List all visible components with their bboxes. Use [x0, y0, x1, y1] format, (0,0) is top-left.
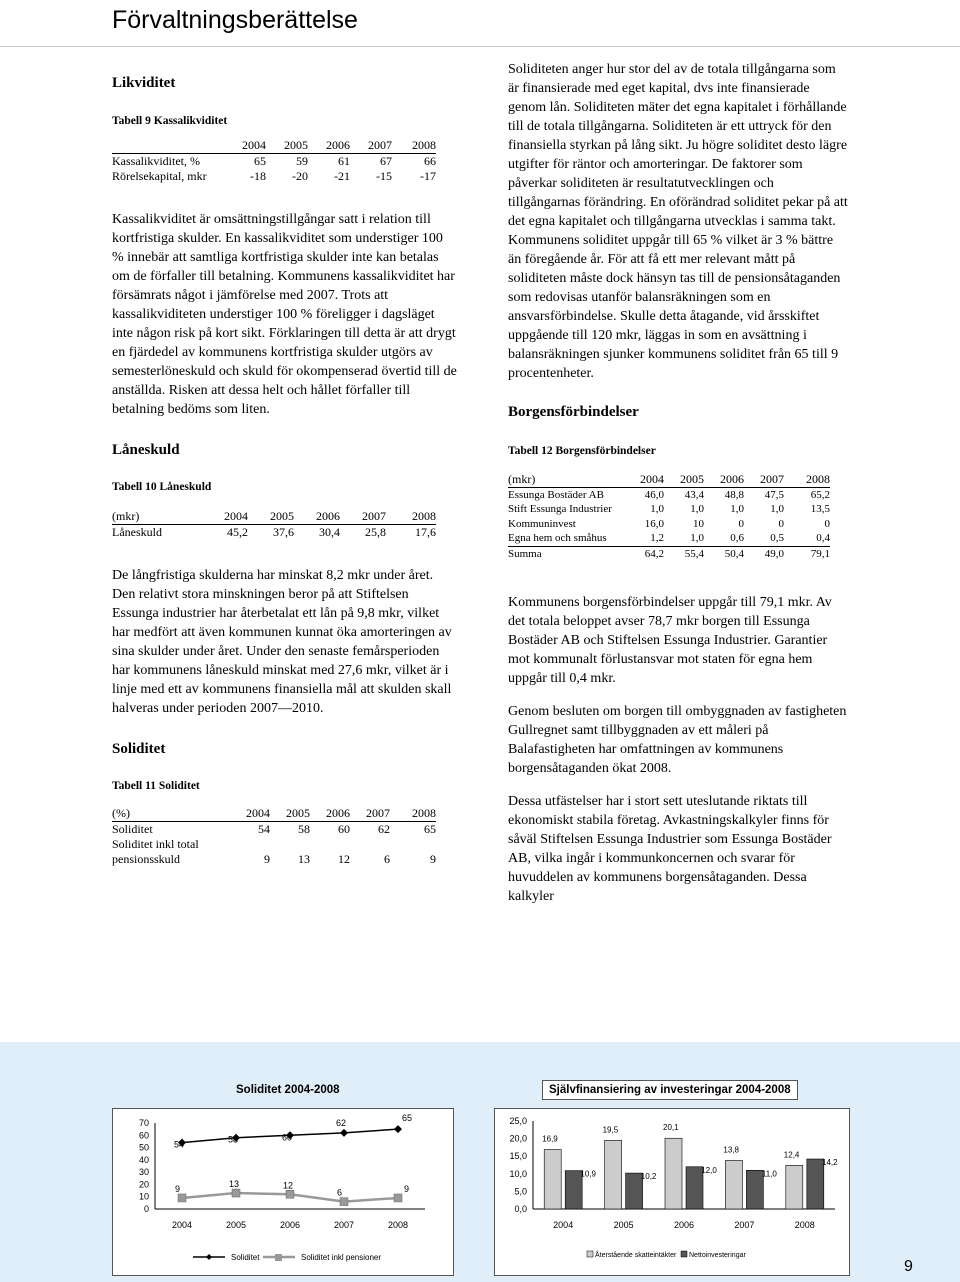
legend-label: Återstående skatteintäkter [595, 1252, 677, 1259]
table12-year: 2007 [744, 472, 784, 487]
cell: 47,5 [764, 488, 784, 501]
data-label: 12 [283, 1180, 294, 1191]
cell: 1,2 [626, 531, 664, 546]
right-column [508, 60, 848, 906]
data-point [394, 1194, 402, 1202]
table9-year: 2006 [308, 138, 350, 154]
bar-nettoinvesteringar [746, 1170, 763, 1209]
legend-label: Soliditet inkl pensioner [301, 1253, 382, 1262]
data-label: 12,0 [701, 1165, 717, 1175]
table11-caption: Tabell 11 Soliditet [112, 780, 200, 792]
x-tick-label: 2005 [613, 1220, 634, 1230]
page-number: 9 [904, 1258, 913, 1275]
table12-caption: Tabell 12 Borgensförbindelser [508, 445, 656, 457]
paragraph: Kommunens borgensförbindelser uppgår till 79,1 mkr. Av det totala beloppet avser 78,7 mkr borgen till Essunga Bostäder AB och Stiftelsen Essunga Industrier. Garantier mot kommunalt förlustansvar mot staten för egna hem uppgår till 0,4 mkr. [508, 595, 832, 686]
chart1-box [112, 1108, 454, 1276]
cell: -21 [334, 169, 350, 183]
table-row [112, 852, 436, 867]
cell: 1,0 [690, 503, 704, 515]
table10-year: 2006 [294, 509, 340, 525]
data-label: 20,1 [663, 1123, 679, 1133]
y-tick-label: 70 [138, 1118, 149, 1128]
y-tick-label: 50 [138, 1142, 149, 1153]
cell: 16,0 [644, 517, 664, 530]
x-tick-label: 2006 [279, 1220, 301, 1230]
table10 [112, 509, 436, 540]
bar-aterstaende-skatteintakter [786, 1165, 803, 1209]
y-tick-label: 40 [138, 1154, 149, 1165]
cell: 62 [378, 822, 390, 836]
cell: 65,2 [810, 488, 830, 501]
legend-marker [275, 1254, 282, 1261]
unit-label: (mkr) [112, 509, 202, 525]
table12-year: 2006 [704, 472, 744, 487]
data-point [340, 1198, 348, 1206]
paragraph: Kommunens soliditet uppgår till 65 % vilket är 3 % bättre än föregående år. För att få ett mer relevant mått på soliditeten måste dock hänsyn tas till de pensionsåtaganden som redovisas utanför balansräkningen som en ansvarsförbindelse. Skulle detta åtagande, vid årsskiftet uppgående till 120 mkr, läggas in som en avsättning i balansräkningen sjunker kommunens soliditet från 65 till 9 procentenheter. [508, 233, 841, 381]
x-tick-label: 2006 [673, 1220, 695, 1230]
unit-label: (%) [112, 806, 228, 822]
legend-swatch [681, 1251, 687, 1257]
table-row [508, 531, 830, 546]
table11-year: 2004 [228, 806, 270, 822]
row-label: Kassalikviditet, % [112, 154, 200, 168]
data-label: 65 [402, 1113, 413, 1124]
paragraph: Soliditeten anger hur stor del av de totala tillgångarna som är finansierade med eget kapital, dvs inte finansierade genom lån. Soliditeten mäter det egna kapitalet i förhållande till de totala tillgångarna. Soliditeten är ett uttryck för den finansiella styrkan på lång sikt. Ju högre soliditet desto lägre utgifter för räntor och amorteringar. De faktorer som påverkar soliditeten är resultatutvecklingen och tillgångarnas förändring. En oförändrad soliditet pekar på att det egna kapitalet och tillgångarna utvecklas i samma takt. [508, 62, 848, 229]
x-tick-label: 2008 [794, 1220, 815, 1230]
data-label: 11,0 [761, 1169, 777, 1179]
cell: 45,2 [227, 525, 248, 539]
row-label: Essunga Bostäder AB [508, 488, 604, 501]
table9-year: 2004 [224, 138, 266, 154]
laneskuld-heading: Låneskuld [112, 442, 180, 458]
cell: -20 [292, 169, 308, 183]
data-label: 60 [282, 1132, 293, 1143]
table10-year: 2008 [386, 509, 436, 525]
cell: 13,5 [810, 503, 830, 515]
cell: 0 [738, 517, 744, 530]
cell: 50,4 [724, 547, 744, 560]
borgen-heading: Borgensförbindelser [508, 404, 639, 420]
x-tick-label: 2004 [553, 1220, 574, 1230]
y-tick-label: 15,0 [509, 1151, 527, 1162]
cell: 65 [254, 154, 266, 168]
table-row [112, 154, 436, 170]
cell: 1,0 [770, 503, 784, 515]
cell: 37,6 [273, 525, 294, 539]
row-label: Egna hem och småhus [508, 531, 626, 546]
left-column [112, 60, 457, 867]
table11-year: 2008 [390, 806, 436, 822]
cell: 65 [424, 822, 436, 836]
paragraph: Genom besluten om borgen till ombyggnaden av fastigheten Gullregnet samt tillbyggnaden av ett måleri på Balafastigheten har omfattningen av kommunens borgensåtaganden ökat 2008. [508, 704, 847, 776]
cell: 66 [424, 154, 436, 168]
cell: 12 [338, 852, 350, 866]
legend-swatch [587, 1251, 593, 1257]
cell: 25,8 [365, 525, 386, 539]
cell: 0 [778, 517, 784, 530]
data-label: 13 [229, 1179, 240, 1190]
data-label: 54 [174, 1139, 185, 1150]
table-row [112, 837, 436, 852]
table10-year: 2004 [202, 509, 248, 525]
cell: 49,0 [764, 547, 784, 560]
data-point [178, 1194, 186, 1202]
row-label: Kommuninvest [508, 517, 576, 530]
table10-year: 2005 [248, 509, 294, 525]
cell: 58 [298, 822, 310, 836]
table9-year: 2007 [350, 138, 392, 154]
table-row [112, 169, 436, 184]
cell: -17 [420, 169, 436, 183]
paragraph: De långfristiga skulderna har minskat 8,2 mkr under året. Den relativt stora minskningen beror på att Stiftelsen Essunga industrier har återbetalat ett lån på 9,8 mkr, vilket har medfört att även kommunen kunnat öka amorteringen av sina skulder under året. Under den senaste femårsperioden har kommunens låneskuld minskat med 27,6 mkr, vilket är i linje med ett av kommunens finansiella mål att skulden skall halveras under perioden 2007—2010. [112, 568, 452, 716]
table9 [112, 138, 436, 184]
table11-header-row [112, 806, 436, 822]
table10-header-row [112, 509, 436, 525]
table10-year: 2007 [340, 509, 386, 525]
cell: 13 [298, 852, 310, 866]
paragraph: Kassalikviditet är omsättningstillgångar satt i relation till kortfristiga skulder. En kassalikviditet som understiger 100 % innebär att samtliga kortfristiga skulder inte kan betalas om de förfaller till betalning. Kommunens kassalikviditet har försämrats något i jämförelse med 2007. Trots att kassalikviditeten understiger 100 % föreligger i dagsläget inte någon risk på kort sikt. Förklaringen till detta är att drygt en fjärdedel av kommunens kortfristiga skulder utgörs av semesterlöneskuld och skuld för okompenserad övertid till de anställda. Risken att dessa helt och hållet förfaller till betalning bedöms som liten. [112, 212, 457, 417]
table9-year: 2008 [392, 138, 436, 154]
data-label: 14,2 [822, 1158, 838, 1168]
data-label: 12,4 [783, 1150, 800, 1160]
bar-aterstaende-skatteintakter [665, 1138, 682, 1209]
row-label: Låneskuld [112, 525, 162, 539]
bar-aterstaende-skatteintakter [605, 1140, 622, 1209]
cell: 0,6 [704, 531, 744, 546]
cell: 61 [338, 154, 350, 168]
page-title: Förvaltningsberättelse [112, 6, 358, 34]
x-tick-label: 2004 [171, 1220, 193, 1230]
table12-year: 2005 [664, 472, 704, 487]
cell: 0,4 [784, 531, 830, 546]
data-label: 62 [336, 1117, 347, 1128]
cell: 1,0 [730, 503, 744, 515]
table9-year: 2005 [266, 138, 308, 154]
y-tick-label: 60 [138, 1130, 149, 1141]
chart2-box [494, 1108, 850, 1276]
cell: -18 [250, 169, 266, 183]
data-label: 19,5 [602, 1125, 619, 1135]
data-label: 58 [228, 1134, 239, 1145]
cell: 60 [338, 822, 350, 836]
cell: 9 [264, 852, 270, 866]
chart2-svg [495, 1109, 849, 1275]
data-point [340, 1129, 348, 1137]
row-label: Soliditet inkl total [112, 837, 199, 851]
row-label: Soliditet [112, 822, 153, 836]
x-tick-label: 2005 [225, 1220, 247, 1230]
data-label: 6 [337, 1187, 343, 1198]
data-label: 9 [404, 1183, 410, 1194]
cell: 67 [380, 154, 392, 168]
y-tick-label: 0,0 [514, 1204, 527, 1214]
cell: 0,5 [744, 531, 784, 546]
table12 [508, 472, 830, 561]
cell: 55,4 [684, 547, 704, 560]
y-tick-label: 20,0 [509, 1133, 527, 1144]
page-header [0, 0, 960, 47]
cell: 6 [384, 852, 390, 866]
y-tick-label: 25,0 [509, 1116, 527, 1126]
cell: 10 [693, 517, 704, 530]
data-point [232, 1189, 240, 1197]
table11-year: 2005 [270, 806, 310, 822]
table11-year: 2006 [310, 806, 350, 822]
row-label: Rörelsekapital, mkr [112, 169, 207, 183]
y-tick-label: 5,0 [514, 1186, 527, 1197]
bar-aterstaende-skatteintakter [725, 1160, 742, 1209]
table-row [112, 822, 436, 838]
unit-label: (mkr) [508, 472, 626, 487]
data-point [394, 1125, 402, 1133]
cell: 1,0 [650, 503, 664, 515]
cell: 48,8 [724, 488, 744, 501]
data-label: 10,9 [580, 1169, 596, 1179]
cell: 54 [258, 822, 270, 836]
table12-year: 2004 [626, 472, 664, 487]
y-tick-label: 30 [138, 1167, 149, 1178]
row-label: pensionsskuld [112, 852, 181, 866]
table11 [112, 806, 436, 867]
cell: 43,4 [684, 488, 704, 501]
chart2-title: Självfinansiering av investeringar 2004-2008 [542, 1080, 798, 1100]
x-tick-label: 2008 [387, 1220, 409, 1230]
likviditet-heading: Likviditet [112, 75, 176, 91]
data-label: 10,2 [640, 1172, 657, 1182]
table11-year: 2007 [350, 806, 390, 822]
legend-label: Nettoinvesteringar [689, 1252, 746, 1259]
table12-year: 2008 [784, 472, 830, 487]
data-label: 13,8 [723, 1145, 739, 1155]
cell: 64,2 [644, 547, 664, 560]
soliditet-heading: Soliditet [112, 741, 166, 757]
chart1-title: Soliditet 2004-2008 [236, 1084, 340, 1096]
data-label: 9 [175, 1183, 181, 1194]
cell: 1,0 [664, 531, 704, 546]
table-row [508, 517, 830, 532]
y-tick-label: 10 [138, 1191, 149, 1202]
table9-caption: Tabell 9 Kassalikviditet [112, 115, 228, 127]
table-row [508, 546, 830, 561]
y-tick-label: 0 [143, 1204, 149, 1214]
table-row [508, 487, 830, 502]
cell: 9 [430, 852, 436, 866]
chart1-svg [113, 1109, 453, 1275]
paragraph: Dessa utfästelser har i stort sett uteslutande riktats till ekonomiskt stabila företag. Avkastningskalkyler finns för såväl Stiftelsen Essunga Industrier som Essunga Bostäder AB, vilka ingår i kommunkoncernen och svarar för huvuddelen av kommunens borgensåtaganden. Dessa kalkyler [508, 794, 832, 904]
row-label: Summa [508, 547, 542, 560]
row-label: Stift Essunga Industrier [508, 503, 612, 515]
x-tick-label: 2007 [333, 1220, 355, 1230]
table-row [508, 502, 830, 517]
table12-header-row [508, 472, 830, 487]
cell: 30,4 [319, 525, 340, 539]
x-tick-label: 2007 [734, 1220, 755, 1230]
cell: 0 [824, 517, 830, 530]
cell: 46,0 [644, 488, 664, 501]
y-tick-label: 10,0 [509, 1168, 527, 1179]
table9-header-row [112, 138, 436, 154]
cell: 59 [296, 154, 308, 168]
bar-aterstaende-skatteintakter [544, 1150, 561, 1209]
table-row [112, 525, 436, 541]
legend-label: Soliditet [231, 1253, 260, 1262]
cell: 79,1 [810, 547, 830, 560]
y-tick-label: 20 [138, 1179, 149, 1190]
data-label: 16,9 [542, 1134, 558, 1144]
data-point [286, 1190, 294, 1198]
table10-caption: Tabell 10 Låneskuld [112, 481, 212, 493]
cell: 17,6 [415, 525, 436, 539]
legend-marker [206, 1254, 212, 1260]
cell: -15 [376, 169, 392, 183]
